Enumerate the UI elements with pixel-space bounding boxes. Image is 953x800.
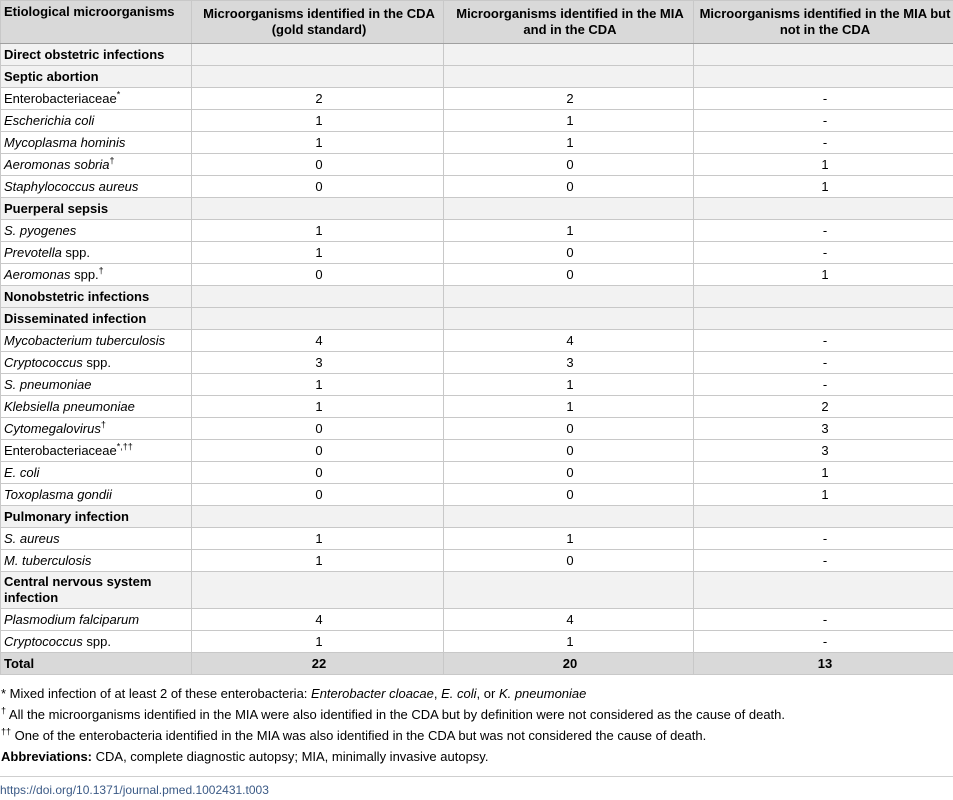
count-cell: 0 [192, 154, 444, 176]
table-footnotes [0, 686, 953, 770]
count-cell: 2 [694, 396, 953, 418]
organism-name: Mycoplasma hominis [4, 134, 126, 150]
count-cell: - [694, 330, 953, 352]
organism-cell [1, 440, 192, 462]
table-body [1, 44, 953, 675]
organism-name: S. aureus [4, 530, 60, 546]
table-row [1, 609, 953, 631]
organism-name: Staphylococcus aureus [4, 178, 139, 194]
count-cell: 4 [444, 609, 694, 631]
empty-cell [192, 286, 444, 308]
count-cell: 0 [444, 440, 694, 462]
organism-name: Enterobacteriaceae [4, 442, 117, 458]
count-cell: 1 [694, 176, 953, 198]
footnote-abbreviations: Abbreviations: CDA, complete diagnostic autopsy; MIA, minimally invasive autopsy. [1, 749, 489, 764]
empty-cell [444, 44, 694, 66]
organism-name: E. coli [4, 464, 40, 480]
count-cell: - [694, 242, 953, 264]
table-row [1, 462, 953, 484]
table-row [1, 330, 953, 352]
count-cell: - [694, 88, 953, 110]
organism-suffix: spp. [82, 354, 111, 370]
organism-name: Mycobacterium tuberculosis [4, 332, 166, 348]
count-cell: 1 [192, 132, 444, 154]
organism-name: Total [4, 655, 35, 671]
group-label: Puerperal sepsis [1, 198, 192, 220]
footnote-double-dagger: †† One of the enterobacteria identified in the MIA was also identified in the CDA but was not considered the cause of death. [1, 726, 707, 743]
empty-cell [694, 286, 953, 308]
table-row [1, 631, 953, 653]
organism-cell [1, 242, 192, 264]
count-cell: 3 [694, 418, 953, 440]
table-row [1, 264, 953, 286]
table-row [1, 352, 953, 374]
count-cell: 2 [192, 88, 444, 110]
header-row [1, 1, 953, 44]
count-cell: 1 [192, 528, 444, 550]
empty-cell [444, 66, 694, 88]
count-cell: 0 [192, 440, 444, 462]
empty-cell [444, 308, 694, 330]
count-cell: 1 [444, 374, 694, 396]
count-cell: 1 [192, 396, 444, 418]
organism-cell [1, 609, 192, 631]
table-header [1, 1, 953, 44]
count-cell: 0 [444, 462, 694, 484]
count-cell: 0 [444, 154, 694, 176]
group-label: Central nervous system infection [1, 572, 192, 609]
group-header-row [1, 44, 953, 66]
count-cell: 1 [694, 264, 953, 286]
group-label: Pulmonary infection [1, 506, 192, 528]
count-cell: 1 [444, 631, 694, 653]
count-cell: 1 [192, 220, 444, 242]
organism-cell [1, 88, 192, 110]
count-cell: - [694, 631, 953, 653]
footnote-organism: E. coli [441, 686, 477, 701]
organism-name: Cryptococcus [4, 633, 83, 649]
count-cell: - [694, 132, 953, 154]
organism-cell [1, 396, 192, 418]
footnote-marker: † [98, 265, 104, 276]
group-header-row [1, 506, 953, 528]
count-cell: 0 [192, 484, 444, 506]
empty-cell [192, 308, 444, 330]
empty-cell [444, 572, 694, 609]
count-cell: 1 [444, 528, 694, 550]
empty-cell [694, 198, 953, 220]
table-row [1, 396, 953, 418]
organism-cell [1, 550, 192, 572]
group-label: Disseminated infection [1, 308, 192, 330]
organism-name: Escherichia coli [4, 112, 95, 128]
count-cell: 1 [444, 110, 694, 132]
organism-name: Aeromonas sobria [4, 156, 110, 172]
organism-name: Prevotella [4, 244, 62, 260]
table-row [1, 374, 953, 396]
count-cell: 0 [192, 176, 444, 198]
group-header-row [1, 308, 953, 330]
column-header-cda: Microorganisms identified in the CDA (gold standard) [192, 1, 444, 44]
empty-cell [694, 506, 953, 528]
empty-cell [192, 506, 444, 528]
count-cell: 0 [444, 418, 694, 440]
group-header-row [1, 198, 953, 220]
table-row [1, 484, 953, 506]
count-cell: 13 [694, 653, 953, 675]
empty-cell [192, 572, 444, 609]
organism-name: S. pyogenes [4, 222, 77, 238]
table-row [1, 88, 953, 110]
count-cell: - [694, 220, 953, 242]
footnote-double-dagger-mark: †† [1, 726, 12, 737]
organism-name: Enterobacteriaceae [4, 90, 117, 106]
footnote-marker: † [109, 155, 115, 166]
empty-cell [694, 572, 953, 609]
group-label: Septic abortion [1, 66, 192, 88]
organism-name: Aeromonas [4, 266, 71, 282]
count-cell: - [694, 374, 953, 396]
footnote-star: * Mixed infection of at least 2 of these enterobacteria: Enterobacter cloacae, E. coli, or K. pneumoniae [1, 686, 587, 701]
count-cell: - [694, 550, 953, 572]
footnote-marker: *,†† [116, 441, 133, 452]
empty-cell [192, 44, 444, 66]
empty-cell [444, 198, 694, 220]
count-cell: 1 [694, 462, 953, 484]
table-row [1, 528, 953, 550]
doi-link[interactable]: https://doi.org/10.1371/journal.pmed.1002431.t003 [0, 783, 269, 797]
group-label: Direct obstetric infections [1, 44, 192, 66]
count-cell: 3 [192, 352, 444, 374]
count-cell: - [694, 528, 953, 550]
count-cell: 1 [192, 374, 444, 396]
count-cell: 1 [444, 220, 694, 242]
count-cell: - [694, 352, 953, 374]
count-cell: 3 [694, 440, 953, 462]
empty-cell [192, 66, 444, 88]
count-cell: 3 [444, 352, 694, 374]
footnote-dagger-mark: † [1, 705, 7, 716]
count-cell: 0 [444, 264, 694, 286]
count-cell: - [694, 110, 953, 132]
group-label: Nonobstetric infections [1, 286, 192, 308]
table-row [1, 176, 953, 198]
count-cell: 1 [444, 396, 694, 418]
organism-name: M. tuberculosis [4, 552, 92, 568]
count-cell: 0 [444, 484, 694, 506]
footnote-star-mark: * [1, 686, 7, 701]
organism-suffix: spp. [61, 244, 90, 260]
count-cell: 1 [694, 154, 953, 176]
organism-suffix: spp. [82, 633, 111, 649]
table-row [1, 440, 953, 462]
count-cell: 0 [192, 418, 444, 440]
table-row [1, 550, 953, 572]
count-cell: 0 [192, 264, 444, 286]
count-cell: 4 [444, 330, 694, 352]
organism-cell [1, 220, 192, 242]
empty-cell [444, 286, 694, 308]
footnote-dagger: † All the microorganisms identified in the MIA were also identified in the CDA but by definition were not considered as the cause of death. [1, 705, 786, 722]
organism-name: Cytomegalovirus [4, 420, 101, 436]
organism-cell [1, 154, 192, 176]
count-cell: 1 [192, 550, 444, 572]
table-row [1, 154, 953, 176]
organism-name: Toxoplasma gondii [4, 486, 112, 502]
organism-cell [1, 528, 192, 550]
abbreviations-label: Abbreviations: [1, 749, 93, 764]
footnote-organism: K. pneumoniae [498, 686, 587, 701]
footnote-organism: Enterobacter cloacae [311, 686, 434, 701]
column-header-organisms: Etiological microorganisms [1, 1, 192, 44]
group-header-row [1, 572, 953, 609]
count-cell: 1 [694, 484, 953, 506]
empty-cell [444, 506, 694, 528]
footnote-marker: * [116, 89, 121, 100]
count-cell: 1 [444, 132, 694, 154]
count-cell: 0 [444, 176, 694, 198]
count-cell: 2 [444, 88, 694, 110]
organism-cell [1, 418, 192, 440]
count-cell: 1 [192, 631, 444, 653]
organism-name: Plasmodium falciparum [4, 611, 140, 627]
count-cell: 4 [192, 330, 444, 352]
table-row [1, 242, 953, 264]
organism-cell [1, 462, 192, 484]
organism-cell [1, 631, 192, 653]
organism-cell [1, 352, 192, 374]
organism-suffix: spp. [70, 266, 99, 282]
organism-name: S. pneumoniae [4, 376, 92, 392]
count-cell: 4 [192, 609, 444, 631]
organism-name: Cryptococcus [4, 354, 83, 370]
count-cell: 1 [192, 242, 444, 264]
empty-cell [694, 44, 953, 66]
organism-cell [1, 132, 192, 154]
count-cell: 1 [192, 110, 444, 132]
table-row [1, 418, 953, 440]
group-header-row [1, 286, 953, 308]
table-row [1, 132, 953, 154]
total-row [1, 653, 953, 675]
column-header-mia-and-cda: Microorganisms identified in the MIA and in the CDA [444, 1, 694, 44]
count-cell: 0 [444, 242, 694, 264]
empty-cell [192, 198, 444, 220]
count-cell: 0 [192, 462, 444, 484]
organism-name: Klebsiella pneumoniae [4, 398, 135, 414]
organism-cell [1, 110, 192, 132]
empty-cell [694, 308, 953, 330]
organism-cell [1, 653, 192, 675]
organism-cell [1, 264, 192, 286]
empty-cell [694, 66, 953, 88]
organism-cell [1, 176, 192, 198]
count-cell: - [694, 609, 953, 631]
divider [0, 776, 953, 777]
column-header-mia-not-cda: Microorganisms identified in the MIA but not in the CDA [694, 1, 953, 44]
group-header-row [1, 66, 953, 88]
organism-cell [1, 330, 192, 352]
footnote-marker: † [100, 419, 106, 430]
count-cell: 22 [192, 653, 444, 675]
count-cell: 0 [444, 550, 694, 572]
table-row [1, 110, 953, 132]
organism-cell [1, 484, 192, 506]
count-cell: 20 [444, 653, 694, 675]
table-row [1, 220, 953, 242]
organism-cell [1, 374, 192, 396]
